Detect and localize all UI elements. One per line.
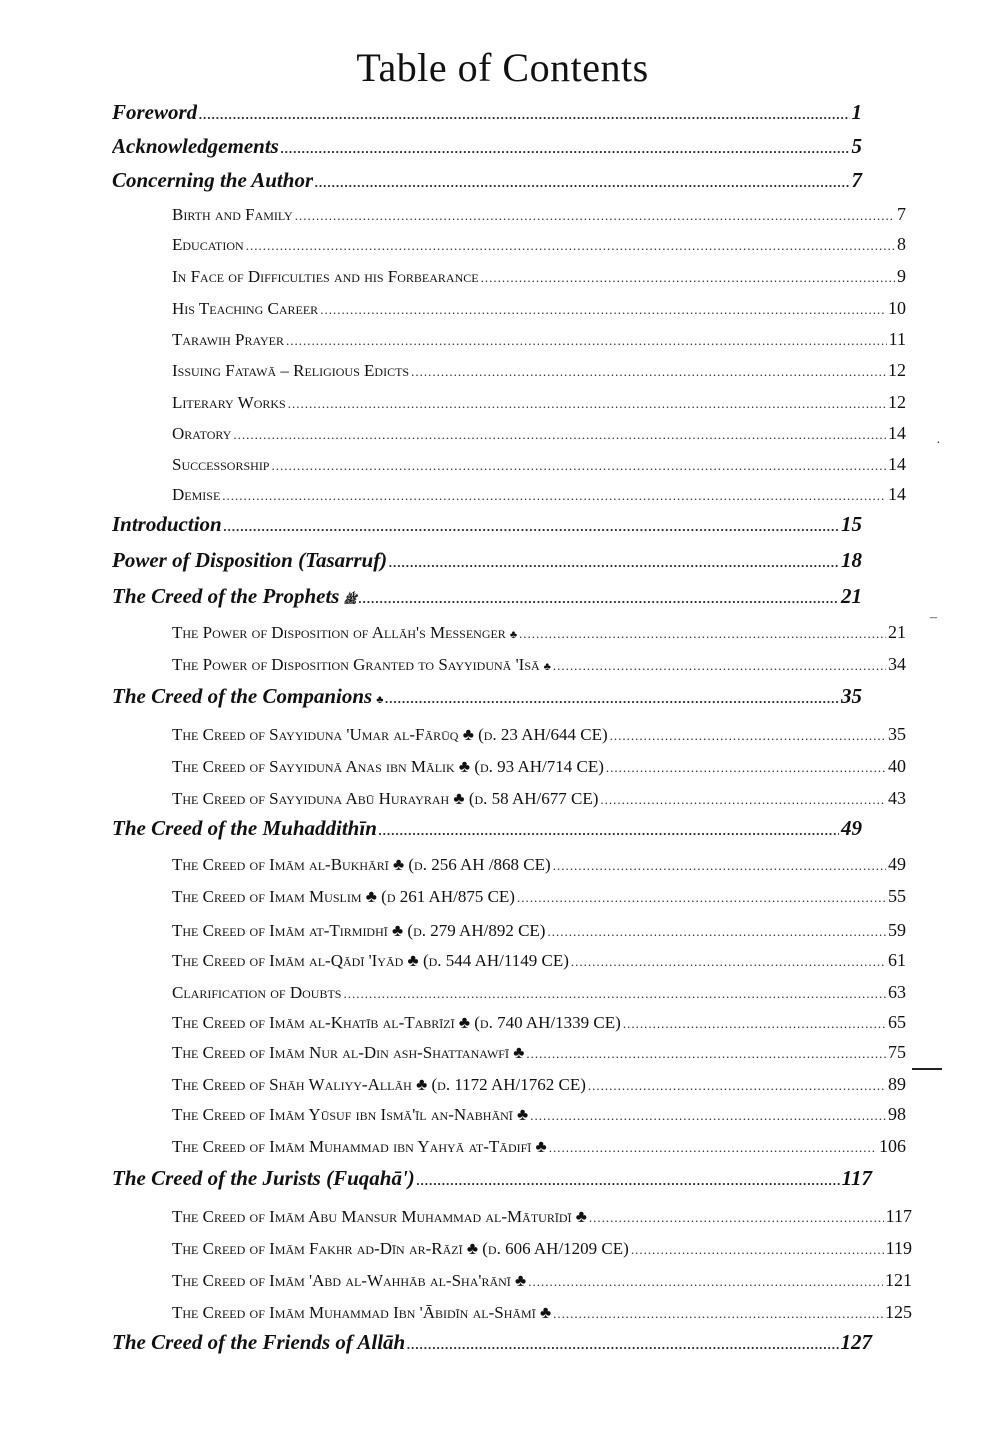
toc-entry-page: 14 [888,484,906,504]
toc-entry-title: The Creed of Shāh Waliyy-Allāh ♣ (d. 1172 AH/1762 CE) [172,1075,586,1094]
toc-entry-page: 121 [885,1270,912,1290]
toc-entry[interactable] [112,168,862,193]
toc-entry[interactable] [112,1330,872,1355]
page-title: Table of Contents [356,45,649,90]
toc-entry-title: The Creed of Imam Muslim ♣ (d 261 AH/875 CE) [172,887,515,906]
toc-entry-title: The Creed of the Prophets [112,584,340,608]
honorific-mark: ♣ [509,629,518,641]
toc-entry-title: Clarification of Doubts [172,983,342,1002]
toc-subentry[interactable] [172,298,906,319]
toc-entry-title: The Power of Disposition of Allāh's Messenger [172,623,506,642]
honorific-mark: ♣ [543,661,551,673]
toc-entry-page: 7 [851,168,862,192]
toc-entry[interactable] [112,134,862,159]
toc-subentry[interactable] [172,1074,906,1095]
toc-subentry[interactable] [172,423,906,444]
toc-entry-title: Issuing Fatawā – Religious Edicts [172,361,410,380]
toc-entry-page: 119 [885,1238,912,1258]
toc-subentry[interactable] [172,920,906,941]
dot-leader [320,302,886,318]
dot-leader [588,1078,886,1094]
toc-subentry[interactable] [172,392,906,413]
toc-entry-title: The Creed of Imām Abu Mansur Muhammad al-Māturīdī ♣ [172,1207,587,1226]
toc-entry-page: 127 [840,1330,872,1354]
toc-entry-page: 10 [888,298,906,318]
toc-list [0,96,1005,1436]
toc-subentry[interactable] [172,854,906,875]
dot-leader [631,1242,884,1258]
toc-subentry[interactable] [172,1270,912,1291]
toc-entry-page: 75 [888,1042,906,1062]
dot-leader [288,396,886,412]
toc-subentry[interactable] [172,724,906,745]
dot-leader [606,760,886,776]
toc-entry-page: 40 [888,756,906,776]
toc-entry-title: Education [172,235,244,254]
honorific-mark: ♣ [376,694,384,706]
toc-entry-title: The Creed of Imām al-Bukhārī ♣ (d. 256 AH /868 CE) [172,855,551,874]
dot-leader [517,890,886,906]
toc-entry[interactable] [112,816,862,841]
dot-leader [315,175,849,191]
toc-entry-title: The Creed of Sayyiduna Abū Hurayrah ♣ (d. 58 AH/677 CE) [172,789,599,808]
dot-leader [549,1140,877,1156]
toc-entry-title: The Creed of Imām 'Abd al-Wahhāb al-Sha'rānī ♣ [172,1271,527,1290]
dot-leader [623,1016,886,1032]
dot-leader [246,238,895,254]
toc-subentry[interactable] [172,204,906,225]
toc-entry-page: 18 [841,548,862,572]
toc-entry-title: Power of Disposition (Tasarruf) [112,548,388,572]
toc-subentry[interactable] [172,234,906,255]
toc-entry-page: 49 [888,854,906,874]
toc-entry-page: 21 [888,622,906,642]
toc-entry-title: Acknowledgements [112,134,279,158]
toc-entry-page: 89 [888,1074,906,1094]
toc-entry-title: Demise [172,485,221,504]
toc-entry-title: Concerning the Author [112,168,314,192]
toc-subentry[interactable] [172,266,906,287]
dot-leader [281,141,850,157]
toc-entry-page: 65 [888,1012,906,1032]
toc-entry-page: 9 [897,266,906,286]
dot-leader [199,107,849,123]
dot-leader [286,333,887,349]
toc-entry-title: In Face of Difficulties and his Forbearance [172,267,479,286]
toc-entry-title: Foreword [112,100,198,124]
toc-entry-page: 125 [885,1302,912,1322]
toc-entry-title: The Creed of Imām al-Qādī 'Iyād ♣ (d. 544 AH/1149 CE) [172,951,569,970]
dot-leader [224,519,839,535]
dot-leader [379,823,839,839]
toc-entry-title: The Creed of Sayyidunā Anas ibn Mālik ♣ (d. 93 AH/714 CE) [172,757,604,776]
toc-entry-page: 5 [851,134,862,158]
scan-artifact-mark: · [936,436,941,451]
scan-artifact-line [912,1068,942,1070]
dot-leader [417,1173,840,1189]
toc-entry-page: 43 [888,788,906,808]
toc-subentry[interactable] [172,982,906,1003]
toc-entry-page: 8 [897,234,906,254]
dot-leader [407,1337,838,1353]
dot-leader [359,591,839,607]
dot-leader [600,792,886,808]
toc-entry-title: Oratory [172,424,232,443]
honorific-mark: ﷺ [343,594,357,606]
toc-subentry[interactable] [172,329,906,350]
toc-subentry[interactable] [172,756,906,777]
toc-subentry[interactable] [172,1206,912,1227]
toc-entry-page: 12 [888,392,906,412]
dot-leader [389,555,839,571]
toc-entry-page: 55 [888,886,906,906]
toc-entry-page: 14 [888,423,906,443]
toc-entry-title: The Creed of Imām Yūsuf ibn Ismā'īl an-Nabhānī ♣ [172,1105,529,1124]
dot-leader [547,924,886,940]
dot-leader [530,1108,886,1124]
toc-entry-page: 35 [888,724,906,744]
toc-entry-title: The Creed of Imām at-Tirmidhī ♣ (d. 279 AH/892 CE) [172,921,546,940]
toc-entry-title: Birth and Family [172,205,293,224]
dot-leader [343,986,886,1002]
toc-entry-title: Tarawih Prayer [172,330,285,349]
toc-entry[interactable] [112,684,862,709]
toc-entry-title: The Creed of Imām al-Khatīb al-Tabrīzī ♣ (d. 740 AH/1339 CE) [172,1013,621,1032]
dot-leader [295,208,895,224]
dot-leader [610,728,886,744]
toc-entry-page: 59 [888,920,906,940]
toc-entry-page: 117 [841,1166,872,1190]
toc-entry-page: 35 [841,684,862,708]
toc-subentry[interactable] [172,1136,906,1157]
toc-subentry[interactable] [172,454,906,475]
toc-entry-title: The Creed of Imām Nur al-Din ash-Shattanawfī ♣ [172,1043,525,1062]
toc-entry-page: 49 [841,816,862,840]
toc-subentry[interactable] [172,622,906,643]
toc-entry-page: 98 [888,1104,906,1124]
dot-leader [571,954,886,970]
toc-entry-page: 34 [888,654,906,674]
dot-leader [553,858,886,874]
toc-subentry[interactable] [172,886,906,907]
toc-subentry[interactable] [172,360,906,381]
toc-entry[interactable] [112,584,862,609]
dot-leader [385,691,839,707]
toc-entry[interactable] [112,100,862,125]
toc-entry-page: 63 [888,982,906,1002]
toc-subentry[interactable] [172,788,906,809]
dot-leader [553,1306,883,1322]
toc-subentry[interactable] [172,1012,906,1033]
dot-leader [233,427,886,443]
dot-leader [589,1210,884,1226]
toc-subentry[interactable] [172,1042,906,1063]
dot-leader [411,364,886,380]
toc-subentry[interactable] [172,950,906,971]
toc-entry-title: The Creed of the Companions [112,684,373,708]
toc-entry-page: 11 [888,329,906,349]
toc-entry[interactable] [112,548,862,573]
dot-leader [526,1046,886,1062]
toc-entry[interactable] [112,512,862,537]
toc-subentry[interactable] [172,484,906,505]
toc-entry-title: Introduction [112,512,222,536]
toc-entry-title: The Creed of Imām Muhammad Ibn 'Ābidīn al-Shāmī ♣ [172,1303,552,1322]
scan-artifact-mark: – [930,610,937,625]
toc-entry-title: The Creed of Imām Muhammad ibn Yahyā at-Tādifī ♣ [172,1137,547,1156]
toc-entry-page: 117 [885,1206,912,1226]
toc-entry-title: The Creed of Sayyiduna 'Umar al-Fārūq ♣ (d. 23 AH/644 CE) [172,725,608,744]
toc-entry-page: 61 [888,950,906,970]
toc-subentry[interactable] [172,1104,906,1125]
toc-entry-page: 15 [841,512,862,536]
toc-entry-title: The Creed of Imām Fakhr ad-Dīn ar-Rāzī ♣ (d. 606 AH/1209 CE) [172,1239,629,1258]
toc-entry-page: 12 [888,360,906,380]
toc-entry[interactable] [112,1166,872,1191]
toc-entry-title: The Creed of the Jurists (Fuqahā') [112,1166,415,1190]
toc-subentry[interactable] [172,1238,912,1259]
toc-entry-title: Literary Works [172,393,286,412]
dot-leader [222,488,886,504]
dot-leader [519,626,886,642]
toc-subentry[interactable] [172,654,906,675]
dot-leader [481,270,895,286]
dot-leader [553,658,886,674]
toc-entry-page: 1 [851,100,862,124]
toc-entry-title: His Teaching Career [172,299,319,318]
toc-entry-page: 21 [841,584,862,608]
toc-entry-title: The Power of Disposition Granted to Sayyidunā 'Isā [172,655,540,674]
toc-entry-title: The Creed of the Muhaddithīn [112,816,377,840]
toc-entry-title: The Creed of the Friends of Allāh [112,1330,406,1354]
toc-entry-title: Successorship [172,455,270,474]
toc-entry-page: 14 [888,454,906,474]
dot-leader [272,458,887,474]
toc-subentry[interactable] [172,1302,912,1323]
toc-entry-page: 106 [879,1136,906,1156]
toc-entry-page: 7 [897,204,906,224]
dot-leader [528,1274,883,1290]
